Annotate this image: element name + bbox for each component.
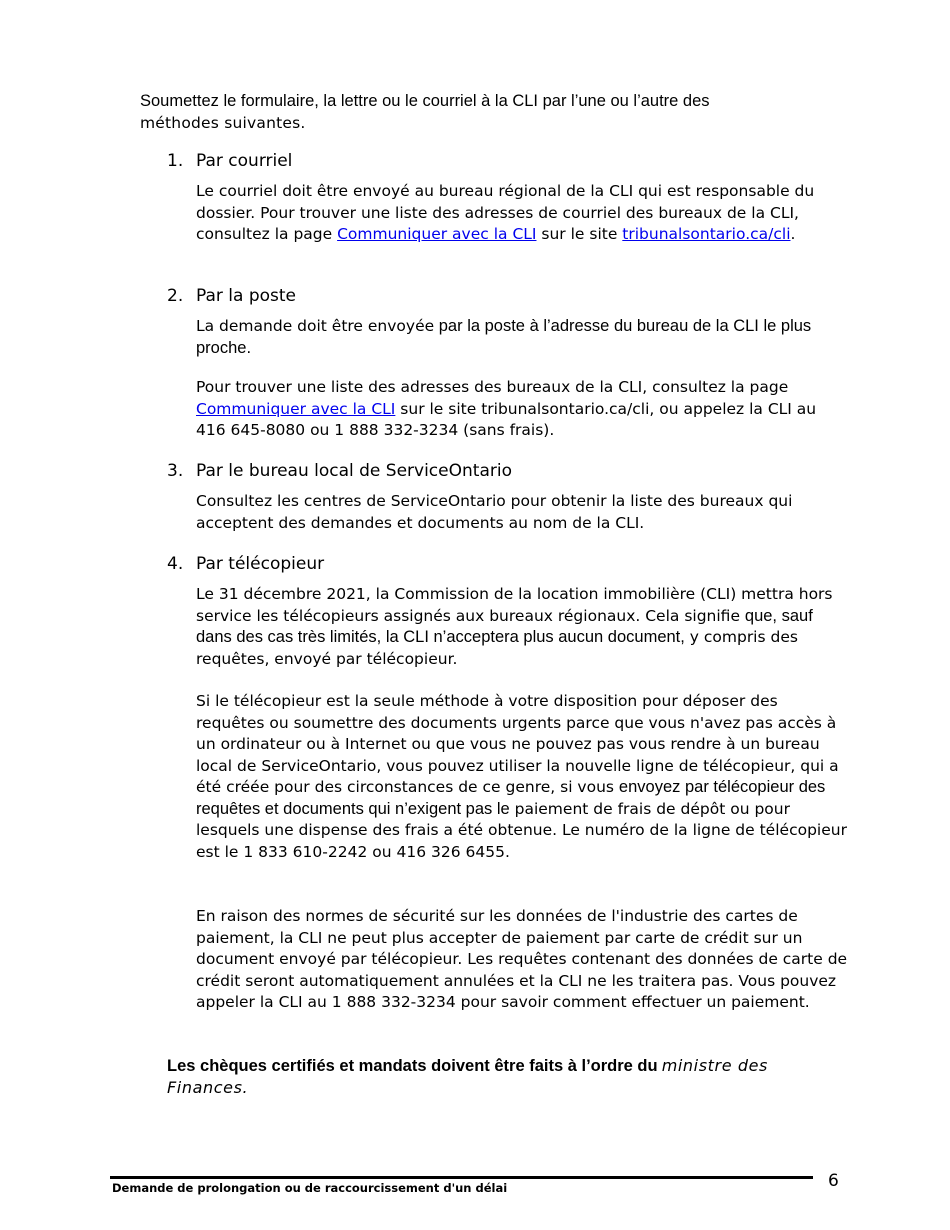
method-fax-paragraph-3: En raison des normes de sécurité sur les données de l'industrie des cartes de paiement, la CLI ne peut plus accepter de paiement par carte de crédit sur un document envoyé par télécopieur. Les requêtes contenant des données de carte de crédit seront automatiquement annulées et la CLI ne les traitera pas. Vous pouvez appeler la CLI au 1 888 332-3234 pour savoir comment effectuer un paiement.: [196, 907, 848, 1011]
method-title: Par le bureau local de ServiceOntario: [196, 461, 512, 481]
text-run: Pour trouver une liste des adresses des bureaux de la CLI, consultez la page: [196, 378, 789, 396]
text-run: que, sauf dans des cas très limités, la CLI n’acceptera plus aucun document,: [196, 606, 813, 646]
method-mail-paragraph-1: [196, 316, 848, 359]
method-email-paragraph: [196, 181, 848, 246]
method-fax-paragraph-1: [196, 584, 848, 670]
method-title: Par courriel: [196, 151, 293, 171]
text-run: sur le site: [536, 225, 623, 243]
intro-line-2: méthodes suivantes.: [140, 114, 306, 132]
text-run: envoyez par télécopieur des requêtes et documents qui n’exigent pas le: [196, 778, 826, 818]
cheques-note: [167, 1055, 847, 1099]
cheques-italic-text: ministre des Finances: [167, 1056, 768, 1097]
cheques-bold-text: Les chèques certifiés et mandats doivent être faits à l’ordre du: [167, 1057, 658, 1075]
method-fax-paragraph-2: [196, 691, 848, 863]
method-number: 3.: [167, 461, 184, 481]
text-run: y compris des requêtes, envoyé par télécopieur.: [196, 628, 798, 668]
method-mail-paragraph-2: [196, 377, 848, 442]
intro-paragraph: [140, 90, 820, 134]
text-run: Le 31 décembre 2021, la Commission de la location immobilière (CLI) mettra hors service les télécopieurs assignés aux bureaux régionaux. Cela signifie: [196, 585, 833, 625]
method-title: Par la poste: [196, 286, 297, 306]
text-run: La demande doit être envoyée: [196, 317, 435, 335]
text-run: .: [790, 225, 796, 243]
contact-cli-link[interactable]: Communiquer avec la CLI: [337, 225, 537, 243]
method-title: Par télécopieur: [196, 554, 325, 574]
text-run: par la poste à l’adresse du bureau de la CLI le plus proche.: [196, 317, 812, 357]
text-run: Le courriel doit être envoyé au bureau régional de la CLI qui est responsable du dossier. Pour trouver une liste des adresses de courriel des bureaux de la CLI, consultez la page: [196, 182, 815, 243]
text-run: Si le télécopieur est la seule méthode à votre disposition pour déposer des requêtes ou soumettre des documents urgents parce que vous n'avez pas accès à un ordinateur ou à Internet ou que vous ne pouvez pas vous rendre à un bureau local de ServiceOntario, vous pouvez utiliser la nouvelle ligne de télécopieur, qui a été créée pour des circonstances de ce genre, si vous: [196, 692, 839, 796]
method-serviceontario-paragraph: Consultez les centres de ServiceOntario pour obtenir la liste des bureaux qui acceptent des demandes et documents au nom de la CLI.: [196, 492, 793, 532]
cheques-end: .: [242, 1078, 249, 1097]
footer-title: Demande de prolongation ou de raccourcissement d'un délai: [112, 1181, 508, 1195]
contact-cli-link[interactable]: Communiquer avec la CLI: [196, 399, 396, 418]
method-number: 4.: [167, 554, 184, 574]
intro-line-1: Soumettez le formulaire, la lettre ou le courriel à la CLI par l’une ou l’autre des: [140, 92, 710, 110]
method-number: 1.: [167, 151, 184, 171]
tribunals-ontario-link[interactable]: tribunalsontario.ca/cli: [622, 225, 791, 243]
text-run: paiement de frais de dépôt ou pour lesquels une dispense des frais a été obtenue. Le numéro de la ligne de télécopieur est le 1 833 610-2242 ou 416 326 6455.: [196, 799, 847, 861]
method-number: 2.: [167, 286, 184, 306]
footer-rule: [110, 1176, 813, 1179]
page-number: 6: [828, 1171, 839, 1191]
text-run: sur le site tribunalsontario.ca/cli, ou appelez la CLI au 416 645-8080 ou 1 888 332-3234 (sans frais).: [196, 399, 817, 439]
